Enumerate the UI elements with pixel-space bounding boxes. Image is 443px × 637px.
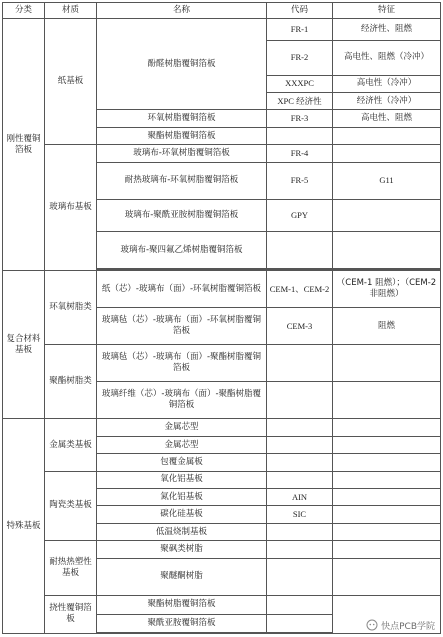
- empty-cell: [333, 232, 441, 269]
- name-glass-pi: 玻璃布-聚酰亚胺树脂覆铜箔板: [97, 199, 267, 232]
- wechat-logo-icon: [366, 619, 378, 631]
- empty-cell: [267, 454, 333, 471]
- empty-cell: [333, 541, 441, 558]
- name-aln: 氮化铝基板: [97, 489, 267, 506]
- empty-cell: [267, 127, 333, 144]
- name-flex-polyester: 聚酯树脂覆铜箔板: [97, 595, 267, 615]
- name-metal-core-2: 金属芯型: [97, 436, 267, 453]
- code-fr5: FR-5: [267, 162, 333, 199]
- feature-cem3: 阻燃: [333, 308, 441, 345]
- table-row: [3, 345, 441, 382]
- empty-cell: [333, 145, 441, 162]
- table-row: [3, 471, 441, 488]
- code-aln: AIN: [267, 489, 333, 506]
- empty-cell: [267, 615, 333, 632]
- name-paper-epoxy: 环氧树脂覆铜箔板: [97, 110, 267, 127]
- name-flex-pi: 聚酰亚胺覆铜箔板: [97, 615, 267, 632]
- name-polyetherketone: 聚醚酮树脂: [97, 558, 267, 595]
- name-glass-ptfe: 玻璃布-聚四氟乙烯树脂覆铜箔板: [97, 232, 267, 269]
- code-fr3: FR-3: [267, 110, 333, 127]
- code-cem3: CEM-3: [267, 308, 333, 345]
- feature-xxxpc: 高电性（冷冲）: [333, 75, 441, 92]
- table-row: [3, 19, 441, 41]
- code-fr4: FR-4: [267, 145, 333, 162]
- feature-xpc: 经济性（冷冲）: [333, 93, 441, 110]
- empty-cell: [267, 345, 333, 382]
- feature-fr3: 高电性、阻燃: [333, 110, 441, 127]
- name-metal-core: 金属芯型: [97, 419, 267, 436]
- name-alumina: 氧化铝基板: [97, 471, 267, 488]
- table-row: [3, 145, 441, 162]
- header-name: 名称: [97, 3, 267, 19]
- code-fr2: FR-2: [267, 40, 333, 75]
- empty-cell: [267, 382, 333, 419]
- name-phenolic: 酚醛树脂覆铜箔板: [97, 19, 267, 110]
- header-row: [3, 3, 441, 19]
- name-ltcc: 低温烧制基板: [97, 523, 267, 540]
- empty-cell: [333, 436, 441, 453]
- table-row: [3, 419, 441, 436]
- empty-cell: [267, 558, 333, 595]
- code-xxxpc: XXXPC: [267, 75, 333, 92]
- empty-cell: [333, 382, 441, 419]
- header-material: 材质: [45, 3, 97, 19]
- empty-cell: [267, 541, 333, 558]
- feature-fr1: 经济性、阻燃: [333, 19, 441, 41]
- empty-cell: [267, 419, 333, 436]
- name-polyester-2: 玻璃纤维（芯）-玻璃布（面）-聚酯树脂覆铜箔板: [97, 382, 267, 419]
- watermark-text: 快点PCB学院: [381, 621, 435, 632]
- empty-cell: [333, 199, 441, 232]
- empty-cell: [333, 489, 441, 506]
- material-paper: 纸基板: [45, 19, 97, 145]
- material-flexible: 挠性覆铜箔板: [45, 595, 97, 633]
- name-cem1: 纸（芯）-玻璃布（面）-环氧树脂覆铜箔板: [97, 271, 267, 308]
- empty-cell: [333, 506, 441, 523]
- empty-cell: [267, 595, 333, 615]
- empty-cell: [267, 232, 333, 269]
- group-special: 特殊基板: [3, 419, 45, 634]
- code-fr1: FR-1: [267, 19, 333, 41]
- name-glass-epoxy: 玻璃布-环氧树脂覆铜箔板: [97, 145, 267, 162]
- table-row: [3, 271, 441, 308]
- empty-cell: [333, 454, 441, 471]
- material-epoxy: 环氧树脂类: [45, 271, 97, 345]
- material-ceramic: 陶瓷类基板: [45, 471, 97, 541]
- header-category: 分类: [3, 3, 45, 19]
- group-rigid: 刚性覆铜箔板: [3, 19, 45, 271]
- header-code: 代码: [267, 3, 333, 19]
- empty-cell: [333, 127, 441, 144]
- empty-cell: [267, 471, 333, 488]
- code-sic: SIC: [267, 506, 333, 523]
- material-heat-resistant: 耐热热塑性基板: [45, 541, 97, 595]
- empty-cell: [267, 436, 333, 453]
- empty-cell: [333, 523, 441, 540]
- header-feature: 特征: [333, 3, 441, 19]
- material-glass-cloth: 玻璃布基板: [45, 145, 97, 271]
- empty-cell: [267, 523, 333, 540]
- material-metal: 金属类基板: [45, 419, 97, 471]
- name-glass-hr-epoxy: 耐热玻璃布-环氧树脂覆铜箔板: [97, 162, 267, 199]
- empty-cell: [333, 419, 441, 436]
- code-xpc: XPC 经济性: [267, 93, 333, 110]
- name-polysulfone: 聚砜类树脂: [97, 541, 267, 558]
- name-polyester-1: 玻璃毡（芯）-玻璃布（面）-聚酯树脂覆铜箔板: [97, 345, 267, 382]
- table-row: [3, 595, 441, 615]
- feature-fr5: G11: [333, 162, 441, 199]
- feature-cem1: （CEM-1 阻燃）；（CEM-2 非阻燃）: [333, 271, 441, 308]
- empty-cell: [333, 558, 441, 595]
- ccl-classification-table: [2, 2, 441, 634]
- name-metal-clad: 包覆金属板: [97, 454, 267, 471]
- code-cem1: CEM-1、CEM-2: [267, 271, 333, 308]
- feature-fr2: 高电性、阻燃（冷冲）: [333, 40, 441, 75]
- name-cem3: 玻璃毡（芯）-玻璃布（面）-环氧树脂覆铜箔板: [97, 308, 267, 345]
- group-composite: 复合材料基板: [3, 271, 45, 419]
- table-row: [3, 541, 441, 558]
- material-polyester: 聚酯树脂类: [45, 345, 97, 419]
- empty-cell: [333, 471, 441, 488]
- name-sic: 碳化硅基板: [97, 506, 267, 523]
- watermark: [364, 618, 437, 632]
- code-gpy: GPY: [267, 199, 333, 232]
- name-paper-polyester: 聚酯树脂覆铜箔板: [97, 127, 267, 144]
- empty-cell: [333, 345, 441, 382]
